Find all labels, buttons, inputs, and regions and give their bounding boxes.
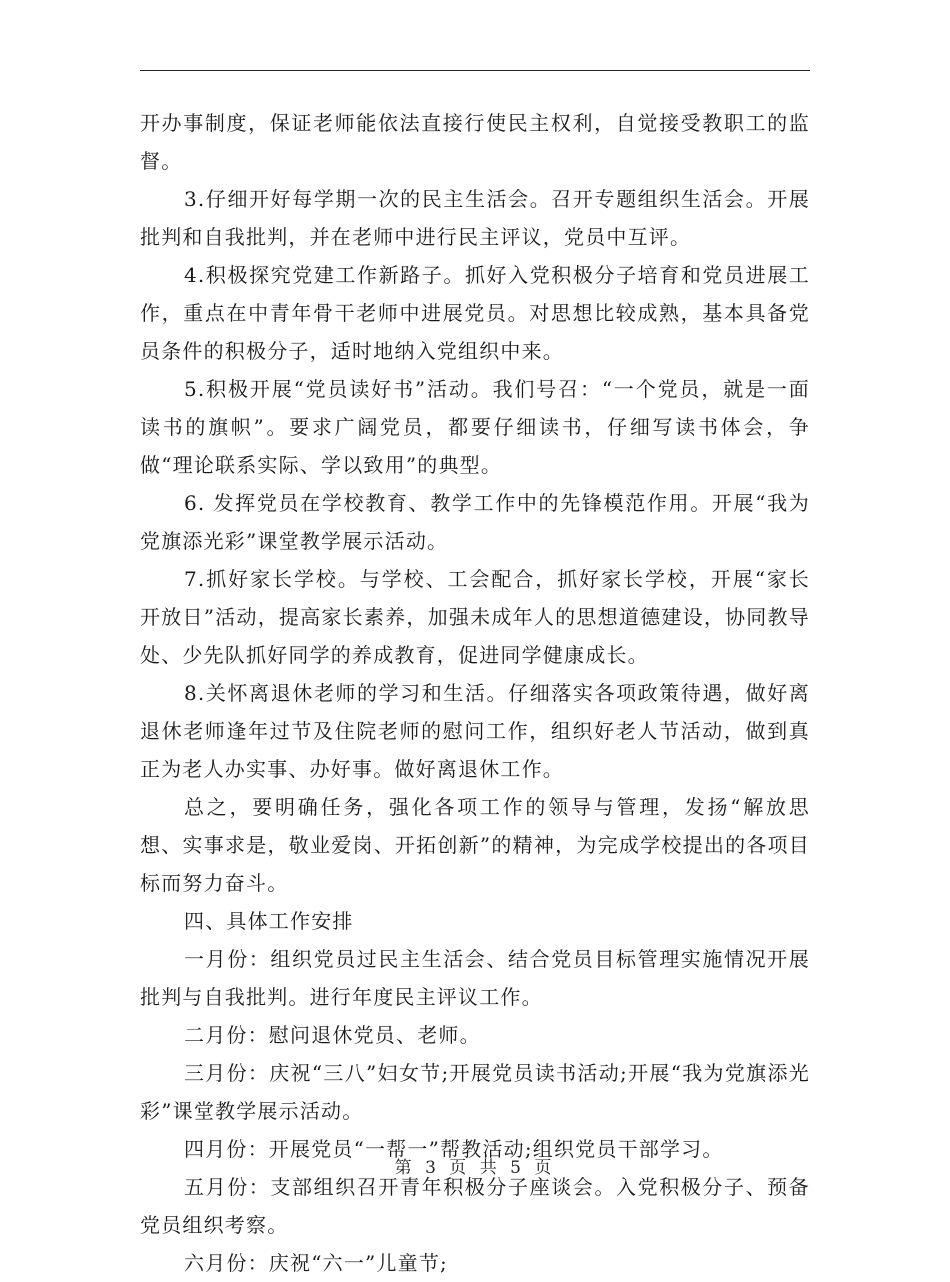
paragraph: 4.积极探究党建工作新路子。抓好入党积极分子培育和党员进展工作，重点在中青年骨干老师中进展党员。对思想比较成熟，基本具备党员条件的积极分子，适时地纳入党组织中来。 bbox=[140, 263, 810, 363]
section-heading: 四、具体工作安排 bbox=[184, 909, 354, 933]
schedule-item: 四月份：开展党员“一帮一”帮教活动;组织党员干部学习。 bbox=[184, 1137, 724, 1161]
header-rule bbox=[140, 70, 810, 71]
schedule-item: 一月份：组织党员过民主生活会、结合党员目标管理实施情况开展批判与自我批判。进行年度民主评议工作。 bbox=[140, 947, 810, 1009]
paragraph: 开办事制度，保证老师能依法直接行使民主权利，自觉接受教职工的监督。 bbox=[140, 111, 810, 173]
schedule-item: 二月份：慰问退休党员、老师。 bbox=[184, 1023, 481, 1047]
paragraph: 6. 发挥党员在学校教育、教学工作中的先锋模范作用。开展“我为党旗添光彩”课堂教学展示活动。 bbox=[140, 491, 810, 553]
page-number: 第 3 页 共 5 页 bbox=[394, 1158, 556, 1178]
schedule-item: 三月份：庆祝“三八”妇女节;开展党员读书活动;开展“我为党旗添光彩”课堂教学展示活动。 bbox=[140, 1061, 810, 1123]
schedule-item: 六月份：庆祝“六一”儿童节; bbox=[184, 1251, 448, 1275]
paragraph: 5.积极开展“党员读好书”活动。我们号召：“一个党员，就是一面读书的旗帜”。要求广阔党员，都要仔细读书，仔细写读书体会，争做“理论联系实际、学以致用”的典型。 bbox=[140, 377, 810, 477]
document-body bbox=[140, 104, 810, 1282]
paragraph: 8.关怀离退休老师的学习和生活。仔细落实各项政策待遇，做好离退休老师逢年过节及住院老师的慰问工作，组织好老人节活动，做到真正为老人办实事、办好事。做好离退休工作。 bbox=[140, 681, 810, 781]
schedule-item: 五月份：支部组织召开青年积极分子座谈会。入党积极分子、预备党员组织考察。 bbox=[140, 1175, 810, 1237]
paragraph: 3.仔细开好每学期一次的民主生活会。召开专题组织生活会。开展批判和自我批判，并在老师中进行民主评议，党员中互评。 bbox=[140, 187, 810, 249]
paragraph: 总之，要明确任务，强化各项工作的领导与管理，发扬“解放思想、实事求是，敬业爱岗、开拓创新”的精神，为完成学校提出的各项目标而努力奋斗。 bbox=[140, 795, 810, 895]
paragraph: 7.抓好家长学校。与学校、工会配合，抓好家长学校，开展“家长开放日”活动，提高家长素养，加强未成年人的思想道德建设，协同教导处、少先队抓好同学的养成教育，促进同学健康成长。 bbox=[140, 567, 810, 667]
